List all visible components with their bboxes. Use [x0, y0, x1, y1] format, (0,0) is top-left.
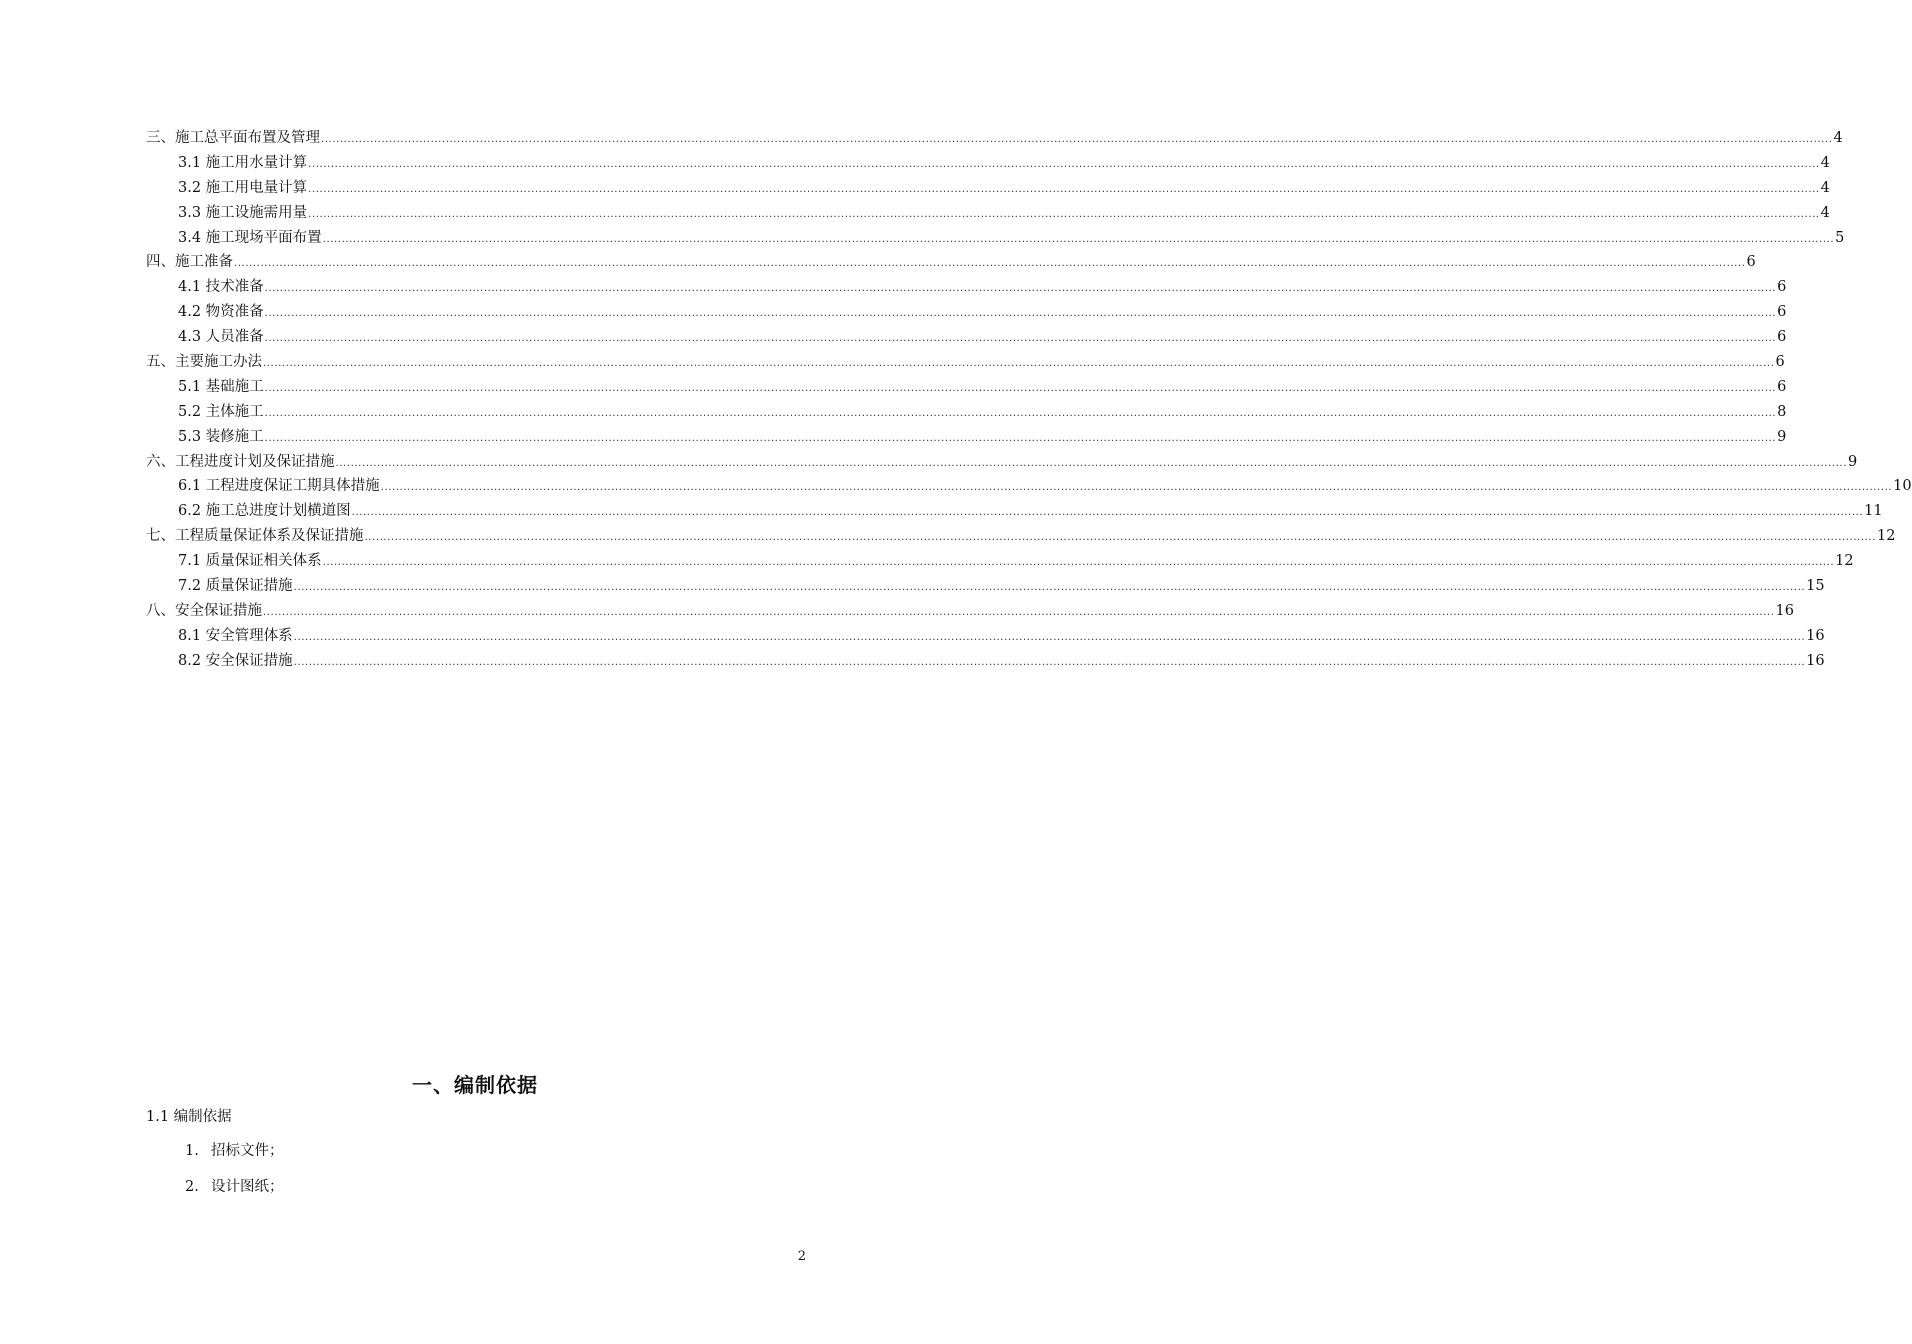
- toc-entry-label: 六、工程进度计划及保证措施: [146, 453, 335, 470]
- toc-entry[interactable]: [146, 400, 1787, 425]
- toc-entry[interactable]: [146, 201, 1830, 226]
- toc-entry-label: 4.2 物资准备: [178, 304, 264, 321]
- toc-entry[interactable]: [146, 425, 1787, 450]
- toc-entry-label: 8.2 安全保证措施: [178, 652, 293, 669]
- toc-leader-dots: ................................................................................................................................................................................................................................................................................................................................................................................................................: [308, 183, 1820, 195]
- toc-entry-label: 4.3 人员准备: [178, 329, 264, 346]
- toc-leader-dots: ................................................................................................................................................................................................................................................................................................................................................................................................................: [293, 582, 1806, 594]
- toc-leader-dots: ................................................................................................................................................................................................................................................................................................................................................................................................................: [322, 233, 1835, 245]
- toc-entry[interactable]: [146, 549, 1854, 574]
- toc-leader-dots: ................................................................................................................................................................................................................................................................................................................................................................................................................: [308, 158, 1820, 170]
- toc-entry-page: 6: [1777, 329, 1787, 346]
- toc-entry[interactable]: [146, 275, 1787, 300]
- toc-leader-dots: ................................................................................................................................................................................................................................................................................................................................................................................................................: [234, 258, 1746, 270]
- toc-leader-dots: ................................................................................................................................................................................................................................................................................................................................................................................................................: [264, 432, 1777, 444]
- toc-leader-dots: ................................................................................................................................................................................................................................................................................................................................................................................................................: [364, 532, 1876, 544]
- list-item: [185, 1176, 284, 1212]
- toc-entry-page: 4: [1833, 130, 1843, 146]
- toc-entry-page: 6: [1777, 378, 1787, 395]
- toc-entry[interactable]: [146, 450, 1858, 475]
- toc-entry-page: 6: [1777, 304, 1787, 321]
- list-item-text: 设计图纸；: [211, 1179, 284, 1195]
- toc-entry[interactable]: [146, 226, 1845, 251]
- toc-entry-page: 9: [1777, 428, 1787, 445]
- toc-entry-page: 6: [1775, 354, 1785, 371]
- toc-leader-dots: ................................................................................................................................................................................................................................................................................................................................................................................................................: [351, 507, 1864, 519]
- toc-leader-dots: ................................................................................................................................................................................................................................................................................................................................................................................................................: [321, 134, 1833, 145]
- toc-leader-dots: ................................................................................................................................................................................................................................................................................................................................................................................................................: [293, 631, 1806, 643]
- toc-entry-label: 3.4 施工现场平面布置: [178, 229, 322, 246]
- toc-entry[interactable]: [146, 325, 1787, 350]
- toc-entry-page: 12: [1835, 553, 1854, 570]
- toc-entry-label: 7.2 质量保证措施: [178, 578, 293, 595]
- toc-entry[interactable]: [146, 649, 1825, 674]
- toc-entry-page: 6: [1777, 279, 1787, 296]
- toc-entry[interactable]: [146, 151, 1830, 176]
- toc-entry-label: 3.2 施工用电量计算: [178, 179, 308, 196]
- section-heading: 一、编制依据: [412, 1073, 538, 1097]
- toc-leader-dots: ................................................................................................................................................................................................................................................................................................................................................................................................................: [263, 358, 1775, 370]
- toc-entry[interactable]: [146, 300, 1787, 325]
- toc-entry-page: 4: [1820, 204, 1830, 221]
- toc-entry-page: 8: [1777, 403, 1787, 420]
- list-item: [185, 1140, 284, 1176]
- toc-leader-dots: ................................................................................................................................................................................................................................................................................................................................................................................................................: [293, 656, 1806, 668]
- toc-entry-page: 12: [1876, 528, 1896, 545]
- toc-entry-page: 11: [1864, 503, 1883, 520]
- toc-leader-dots: ................................................................................................................................................................................................................................................................................................................................................................................................................: [335, 457, 1847, 469]
- toc-entry-label: 5.3 装修施工: [178, 428, 264, 445]
- toc-entry-label: 4.1 技术准备: [178, 279, 264, 296]
- toc-entry-label: 四、施工准备: [146, 254, 233, 271]
- toc-entry[interactable]: [146, 574, 1825, 599]
- toc-entry-page: 9: [1847, 453, 1858, 470]
- toc-entry[interactable]: [146, 624, 1825, 649]
- toc-entry-page: 16: [1775, 602, 1794, 619]
- toc-leader-dots: ................................................................................................................................................................................................................................................................................................................................................................................................................: [308, 208, 1820, 220]
- toc-entry-label: 7.1 质量保证相关体系: [178, 553, 322, 570]
- toc-leader-dots: ................................................................................................................................................................................................................................................................................................................................................................................................................: [264, 382, 1777, 394]
- toc-leader-dots: ................................................................................................................................................................................................................................................................................................................................................................................................................: [263, 606, 1775, 618]
- basis-list: [185, 1140, 284, 1212]
- toc-entry[interactable]: [146, 499, 1883, 524]
- toc-entry-page: 16: [1806, 627, 1825, 644]
- page-number: 2: [797, 1249, 806, 1264]
- list-item-text: 招标文件；: [211, 1143, 284, 1159]
- toc-entry-page: 5: [1835, 229, 1845, 246]
- table-of-contents: [146, 126, 1912, 674]
- list-item-number: 1.: [185, 1143, 199, 1159]
- toc-entry-label: 五、主要施工办法: [146, 354, 262, 371]
- toc-leader-dots: ................................................................................................................................................................................................................................................................................................................................................................................................................: [264, 283, 1777, 295]
- toc-entry-label: 6.1 工程进度保证工期具体措施: [178, 478, 380, 495]
- toc-entry-page: 4: [1820, 179, 1830, 196]
- subsection-title: 1.1 编制依据: [146, 1109, 232, 1125]
- toc-leader-dots: ................................................................................................................................................................................................................................................................................................................................................................................................................: [380, 482, 1893, 494]
- toc-leader-dots: ................................................................................................................................................................................................................................................................................................................................................................................................................: [322, 557, 1835, 569]
- toc-entry[interactable]: [146, 126, 1843, 151]
- list-item-number: 2.: [185, 1179, 199, 1195]
- toc-entry-label: 5.2 主体施工: [178, 403, 264, 420]
- toc-entry-label: 3.1 施工用水量计算: [178, 154, 308, 171]
- toc-entry[interactable]: [146, 176, 1830, 201]
- toc-entry[interactable]: [146, 599, 1794, 624]
- toc-entry-page: 6: [1746, 254, 1756, 271]
- toc-entry-label: 3.3 施工设施需用量: [178, 204, 308, 221]
- toc-entry-label: 八、安全保证措施: [146, 602, 262, 619]
- toc-entry-page: 10: [1893, 478, 1912, 495]
- toc-entry[interactable]: [146, 524, 1896, 549]
- toc-entry[interactable]: [146, 250, 1756, 275]
- toc-entry-page: 16: [1806, 652, 1825, 669]
- toc-entry[interactable]: [146, 474, 1912, 499]
- toc-entry-label: 8.1 安全管理体系: [178, 627, 293, 644]
- toc-entry-label: 七、工程质量保证体系及保证措施: [146, 528, 364, 545]
- toc-entry-page: 15: [1806, 578, 1825, 595]
- toc-entry[interactable]: [146, 350, 1785, 375]
- toc-leader-dots: ................................................................................................................................................................................................................................................................................................................................................................................................................: [264, 333, 1777, 345]
- toc-entry-label: 5.1 基础施工: [178, 378, 264, 395]
- toc-entry-label: 三、施工总平面布置及管理: [146, 130, 320, 146]
- toc-leader-dots: ................................................................................................................................................................................................................................................................................................................................................................................................................: [264, 308, 1777, 320]
- toc-entry[interactable]: [146, 375, 1787, 400]
- toc-entry-page: 4: [1820, 154, 1830, 171]
- toc-entry-label: 6.2 施工总进度计划横道图: [178, 503, 351, 520]
- toc-leader-dots: ................................................................................................................................................................................................................................................................................................................................................................................................................: [264, 407, 1777, 419]
